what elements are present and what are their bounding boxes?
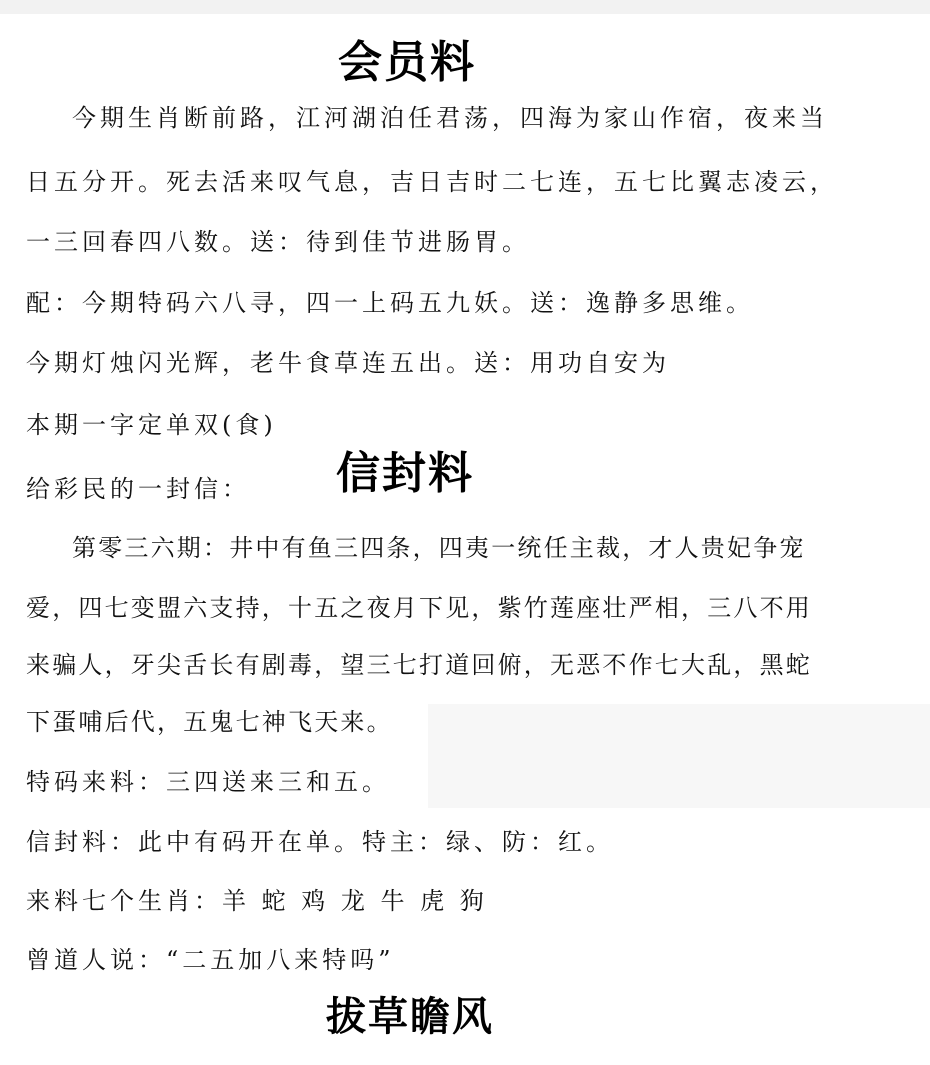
letter-line-8: 曾道人说：“二五加八来特吗” xyxy=(26,946,395,974)
member-line-3: 一三回春四八数。送：待到佳节进肠胃。 xyxy=(26,228,530,256)
member-line-7: 给彩民的一封信： xyxy=(26,475,250,503)
letter-line-7: 来料七个生肖：羊 蛇 鸡 龙 牛 虎 狗 xyxy=(26,887,488,915)
member-line-4: 配：今期特码六八寻，四一上码五九妖。送：逸静多思维。 xyxy=(26,289,754,317)
member-line-2: 日五分开。死去活来叹气息，吉日吉时二七连，五七比翼志凌云， xyxy=(26,168,838,196)
heading-bacao: 拔草瞻风 xyxy=(326,994,494,1040)
member-line-1: 今期生肖断前路，江河湖泊任君荡，四海为家山作宿，夜来当 xyxy=(72,104,828,132)
letter-line-1: 第零三六期：井中有鱼三四条，四夷一统任主裁，才人贵妃争宠 xyxy=(72,534,806,562)
member-line-5: 今期灯烛闪光辉，老牛食草连五出。送：用功自安为 xyxy=(26,349,670,377)
letter-line-6: 信封料：此中有码开在单。特主：绿、防：红。 xyxy=(26,828,614,856)
member-line-6: 本期一字定单双(食) xyxy=(26,411,277,439)
heading-member: 会员料 xyxy=(338,37,476,88)
heading-letter: 信封料 xyxy=(336,448,474,499)
scan-grey-patch xyxy=(428,704,930,808)
letter-line-4: 下蛋哺后代，五鬼七神飞天来。 xyxy=(26,708,393,736)
letter-line-5: 特码来料：三四送来三和五。 xyxy=(26,768,390,796)
top-margin-strip xyxy=(0,0,930,14)
letter-line-2: 爱，四七变盟六支持，十五之夜月下见，紫竹莲座壮严相，三八不用 xyxy=(26,594,812,622)
letter-line-3: 来骗人，牙尖舌长有剧毒，望三七打道回俯，无恶不作七大乱，黑蛇 xyxy=(26,651,812,679)
